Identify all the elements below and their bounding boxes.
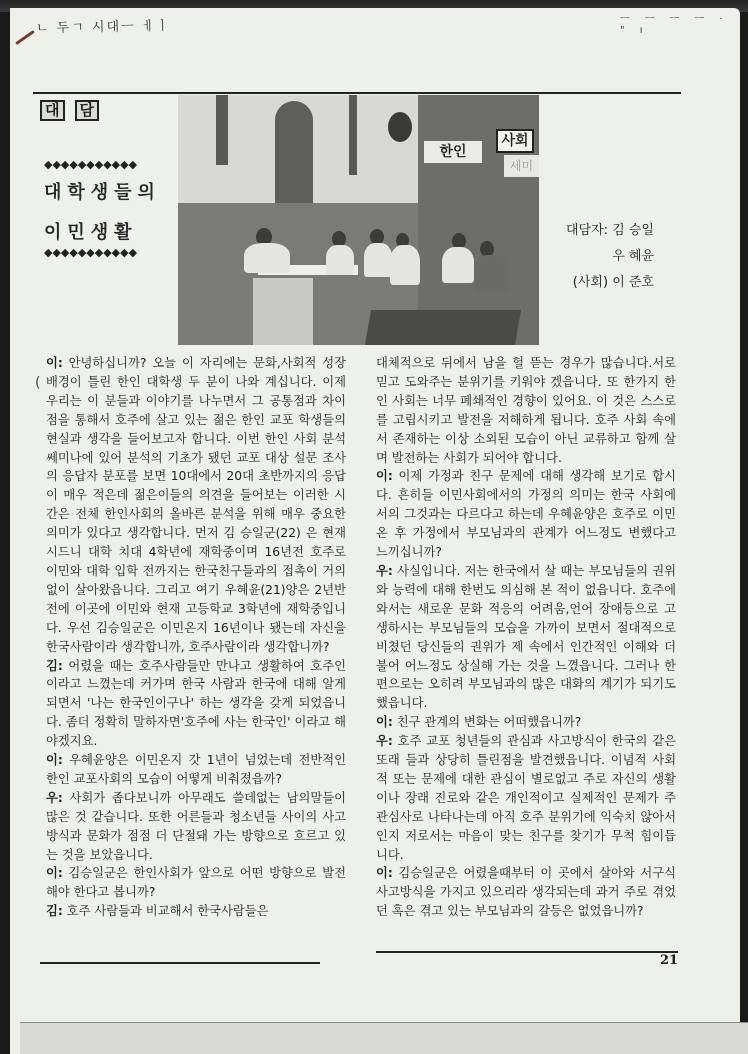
dialogue-text: 사회가 좁다보니까 아무래도 쓸데없는 남의말들이 많은 것 같습니다. 또한 어른들과 청소년들 사이의 사고 방식과 문화가 점점 더 단절돼 가는 방향으로 흐르고 있는 것을 보았읍니다.	[46, 790, 346, 862]
photo-sign-sub: 세미	[504, 155, 539, 177]
photo-person	[442, 247, 474, 283]
photo-emblem	[388, 112, 412, 142]
dialogue-text: 호주 교포 청년들의 관심과 사고방식이 한국의 같은 또래 들과 상당히 틀린점을 발견했읍니다. 이념적 사회적 또는 문제에 대한 관심이 별로없고 주로 자신의 생활이나 장래 진로와 같은 개인적이고 실제적인 문제가 주 관심사로 나타나는데 아직 호주 분위기에 익숙치 않아서인지 저로서는 마음이 맞는 친구를 찾기가 무척 힘이듭니다.	[376, 734, 676, 862]
speaker-label: 이:	[376, 469, 393, 484]
speaker-label: 이:	[46, 753, 63, 768]
speaker-label: 우:	[376, 563, 393, 578]
dialogue-text: 김승일군은 한인사회가 앞으로 어떤 방향으로 발전해야 한다고 봅니까?	[46, 866, 346, 900]
bottom-rule-left	[40, 962, 320, 964]
title-line-2: 이민생활	[44, 222, 138, 243]
section-tag	[40, 100, 99, 121]
speaker-1: 대담자: 김 승일	[566, 223, 654, 238]
margin-mark: (	[35, 375, 41, 391]
scan-edge-bottom	[20, 1022, 748, 1054]
diamond-ornament-top: ◆◆◆◆◆◆◆◆◆◆◆	[44, 158, 138, 171]
dialogue-text: 김승일군은 어렸을때부터 이 곳에서 살아와 서구식 사고방식을 가지고 있으리라 생각되는데 과거 주로 겪었던 혹은 겪고 있는 부모님과의 갈등은 없었읍니까?	[376, 866, 676, 919]
dialogue-paragraph	[376, 562, 676, 713]
roundtable-photo	[178, 95, 539, 345]
speaker-label: 김:	[46, 658, 63, 673]
corner-marks: ㅡ ㅡ ㅡ ㅡ · " ı	[620, 14, 729, 36]
section-tag-char: 대	[40, 100, 65, 121]
speaker-moderator: (사회) 이 준호	[572, 275, 654, 290]
photo-lectern	[365, 310, 521, 345]
speaker-list	[566, 218, 654, 296]
article-column-right	[376, 354, 676, 921]
photo-beam	[349, 95, 357, 175]
dialogue-paragraph	[46, 902, 346, 921]
article-column-left	[46, 354, 346, 921]
photo-podium	[253, 278, 313, 345]
speaker-2: 우 혜윤	[612, 249, 654, 264]
speaker-label: 이:	[46, 356, 63, 370]
dialogue-paragraph	[376, 467, 676, 562]
photo-person	[364, 243, 392, 277]
dialogue-text: 어렸을 때는 호주사람들만 만나고 생활하여 호주인이라고 느꼈는데 커가며 한국 사람과 한국에 대해 알게되면서 '나는 한국인이구나' 하는 생각을 갖게 되었읍니다. 좀더 정확히 말하자면'호주에 사는 한국인' 이라고 해야겠지요.	[46, 658, 346, 749]
dialogue-paragraph	[376, 713, 676, 732]
photo-person	[326, 245, 354, 275]
dialogue-text: 대체적으로 뒤에서 남을 헐 뜯는 경우가 많습니다.서로 믿고 도와주는 분위기를 키워야 겠읍니다. 또 한가지 한인 사회는 너무 폐쇄적인 경향이 있어요. 이 것은 스스로를 고립시키고 발전을 저해하게 됩니다. 호주 사회 속에서 존재하는 이상 소외된 모습이 아닌 교류하고 함께 살며 발전하는 사회가 되어야 합니다.	[376, 356, 676, 465]
diamond-ornament-bottom: ◆◆◆◆◆◆◆◆◆◆◆	[44, 246, 138, 259]
dialogue-text: 우혜윤양은 이민온지 갓 1년이 넘었는데 전반적인 한인 교포사회의 모습이 어떻게 비춰졌읍까?	[46, 753, 346, 786]
bottom-rule-right	[376, 951, 678, 953]
speaker-label: 이:	[46, 866, 63, 881]
dialogue-paragraph	[46, 354, 346, 657]
dialogue-paragraph	[376, 864, 676, 921]
speaker-label: 우:	[376, 734, 393, 749]
dialogue-paragraph	[46, 657, 346, 752]
dialogue-text: 안녕하십니까? 오늘 이 자리에는 문화,사회적 성장 배경이 틀린 한인 대학생 두 분이 나와 계십니다. 이제 우리는 이 분들과 이야기를 나누면서 그 공통점과 차이점을 통해서 호주에 살고 있는 젊은 한인 교포 학생들의 현실과 생각을 들어보고자 합니다. 이번 한인 사회 분석 쎄미나에 있어 분석의 기초가 됐던 교포 대상 설문 조사의 응답자 분포를 보면 10대에서 20대 초반까지의 응답이 매우 적은데 젊은이들의 의견을 들어보는 이러한 시간은 전체 한인사회의 올바른 분석을 위해 매우 중요한 의미가 있다고 생각합니다. 먼저 김 승일군(22) 은 현재 시드니 대학 치대 4학년에 재학중이며 16년전 호주로 이민와 대학 입학 전까지는 한국친구들과의 접촉이 거의 없이 살아왔읍니다. 그리고 여기 우혜윤(21)양은 2년반전에 이곳에 이민와 현재 고등학교 3학년에 재학중입니다. 우선 김승일군은 이민온지 16년이나 됐는데 자신을 한국사람이라 생각합니까, 호주사람이라 생각합니까?	[46, 356, 346, 654]
page-number: 21	[660, 953, 679, 968]
top-rule	[33, 92, 681, 94]
speaker-label: 우:	[46, 790, 63, 805]
dialogue-paragraph	[376, 354, 676, 467]
photo-sign-left: 한인	[424, 141, 482, 163]
dialogue-text: 호주 사람들과 비교해서 한국사람들은	[66, 904, 269, 919]
photo-arch-window	[275, 101, 313, 206]
photo-person	[390, 245, 420, 285]
section-tag-char: 담	[75, 100, 100, 121]
photo-sign-right: 사회	[496, 129, 534, 153]
photo-person	[474, 255, 508, 291]
speaker-label: 김:	[46, 904, 63, 919]
header-scribble: ㄴ 두ㄱ 시대ㅡ ㅔㅣ	[35, 18, 172, 37]
dialogue-text: 친구 관계의 변화는 어떠했읍니까?	[396, 715, 582, 730]
dialogue-paragraph	[376, 732, 676, 864]
speaker-label: 이:	[376, 715, 393, 730]
dialogue-text: 사실입니다. 저는 한국에서 살 때는 부모님들의 권위와 능력에 대해 한번도 의심해 본 적이 없읍니다. 호주에 와서는 새로운 문화 적응의 어려움,언어 장애등으로 고생하시는 부모님들의 모습을 가까이 보면서 절대적으로 비쳤던 당신들의 권위가 제 속에서 인간적인 이해와 더불어 어느정도 상실해 가는 것을 느꼈읍니다. 그러나 한편으로는 오히려 부모님과의 많은 대화의 계기가 되기도 했읍니다.	[376, 563, 676, 711]
dialogue-paragraph	[46, 789, 346, 865]
speaker-label: 이:	[376, 866, 393, 881]
dialogue-paragraph	[46, 751, 346, 789]
photo-person	[244, 243, 290, 273]
title-line-1: 대학생들의	[44, 182, 161, 203]
photo-beam	[216, 95, 228, 165]
dialogue-paragraph	[46, 864, 346, 902]
dialogue-text: 이제 가정과 친구 문제에 대해 생각해 보기로 합시다. 흔히들 이민사회에서의 가정의 의미는 한국 사회에서의 그것과는 다르다고 하는데 우혜윤양은 호주로 이민 온 후 가정에서 부모님과의 관계가 어느정도 변했다고 느끼십니까?	[376, 469, 676, 560]
